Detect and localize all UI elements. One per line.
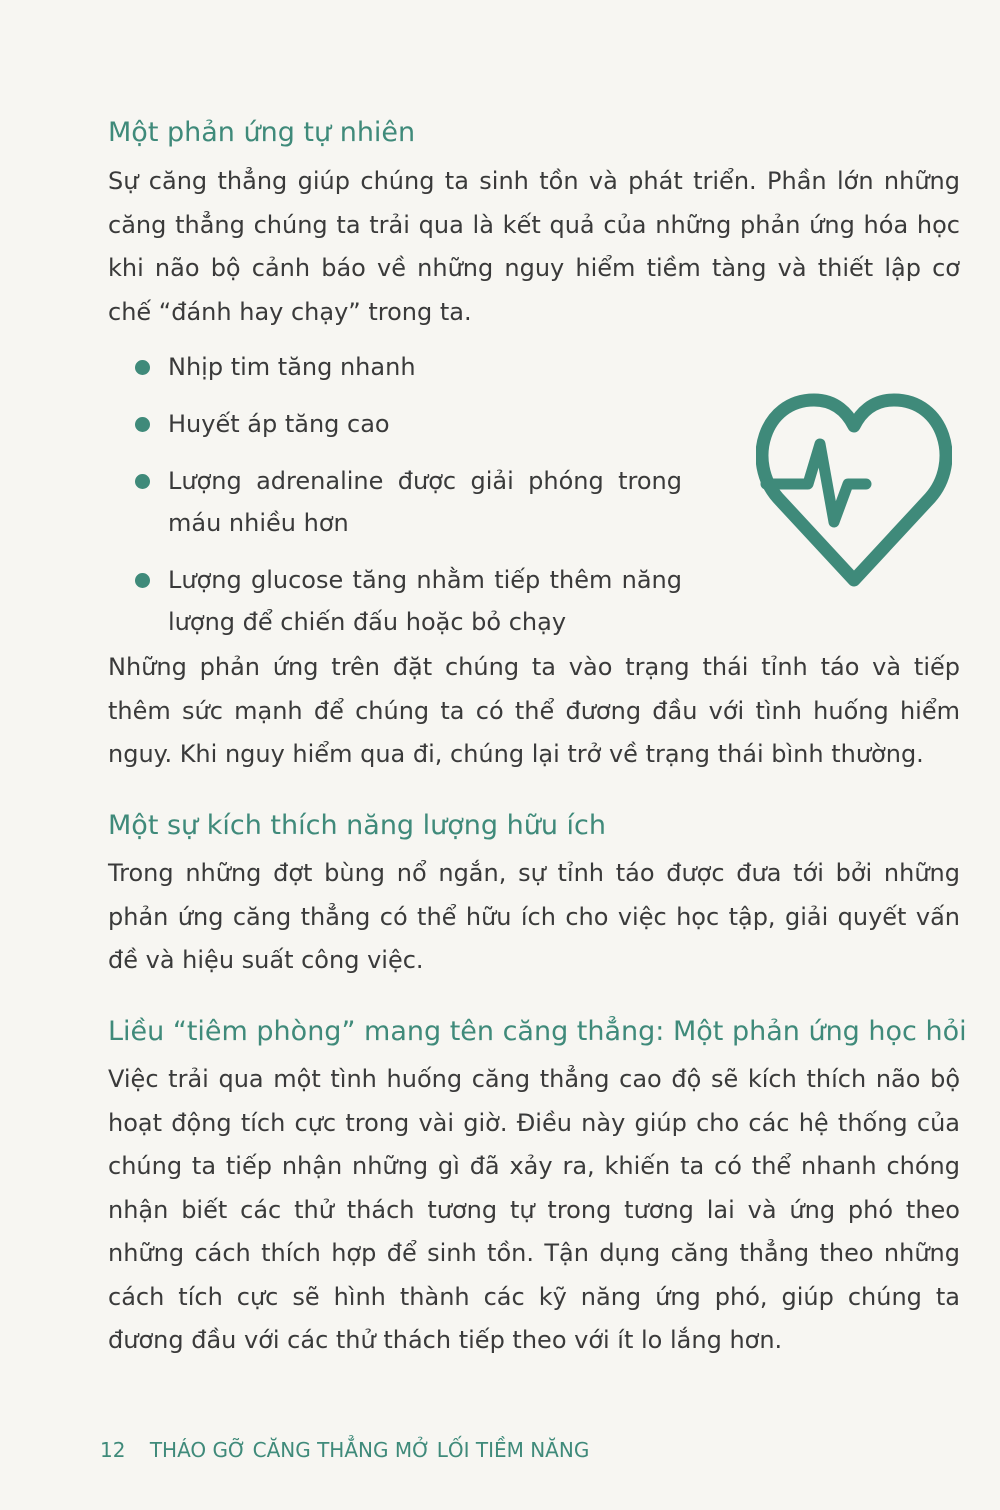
list-item-text: Lượng adrenaline được giải phóng trong máu nhiều hơn — [168, 467, 682, 537]
list-item — [130, 346, 682, 388]
bullet-dot-icon — [135, 360, 150, 375]
list-item-text: Huyết áp tăng cao — [168, 410, 390, 438]
bullet-dot-icon — [135, 474, 150, 489]
list-item — [130, 403, 682, 445]
list-item-text: Nhịp tim tăng nhanh — [168, 353, 416, 381]
list-item-text: Lượng glucose tăng nhằm tiếp thêm năng lượng để chiến đấu hoặc bỏ chạy — [168, 566, 682, 636]
heartbeat-icon — [756, 388, 952, 588]
section2-body: Trong những đợt bùng nổ ngắn, sự tỉnh táo được đưa tới bởi những phản ứng căng thẳng có thể hữu ích cho việc học tập, giải quyết vấn đề và hiệu suất công việc. — [108, 859, 960, 974]
section2-heading: Một sự kích thích năng lượng hữu ích — [108, 810, 606, 841]
list-item — [130, 460, 682, 544]
symptom-list — [130, 346, 682, 658]
book-title: THÁO GỠ CĂNG THẲNG MỞ LỐI TIỀM NĂNG — [149, 1438, 590, 1462]
list-item — [130, 559, 682, 643]
section1-intro: Sự căng thẳng giúp chúng ta sinh tồn và phát triển. Phần lớn những căng thẳng chúng ta trải qua là kết quả của những phản ứng hóa học khi não bộ cảnh báo về những nguy hiểm tiềm tàng và thiết lập cơ chế “đánh hay chạy” trong ta. — [108, 167, 960, 326]
section3-body: Việc trải qua một tình huống căng thẳng cao độ sẽ kích thích não bộ hoạt động tích cực trong vài giờ. Điều này giúp cho các hệ thống của chúng ta tiếp nhận những gì đã xảy ra, khiến ta có thể nhanh chóng nhận biết các thử thách tương tự trong tương lai và ứng phó theo những cách thích hợp để sinh tồn. Tận dụng căng thẳng theo những cách tích cực sẽ hình thành các kỹ năng ứng phó, giúp chúng ta đương đầu với các thử thách tiếp theo với ít lo lắng hơn. — [108, 1065, 960, 1354]
bullet-dot-icon — [135, 417, 150, 432]
page-number: 12 — [100, 1438, 126, 1462]
section1-outro: Những phản ứng trên đặt chúng ta vào trạng thái tỉnh táo và tiếp thêm sức mạnh để chúng ta có thể đương đầu với tình huống hiểm nguy. Khi nguy hiểm qua đi, chúng lại trở về trạng thái bình thường. — [108, 653, 960, 768]
bullet-dot-icon — [135, 573, 150, 588]
section3-heading: Liều “tiêm phòng” mang tên căng thẳng: Một phản ứng học hỏi — [108, 1016, 967, 1047]
page-footer — [100, 1438, 589, 1462]
section1-heading: Một phản ứng tự nhiên — [108, 117, 416, 148]
